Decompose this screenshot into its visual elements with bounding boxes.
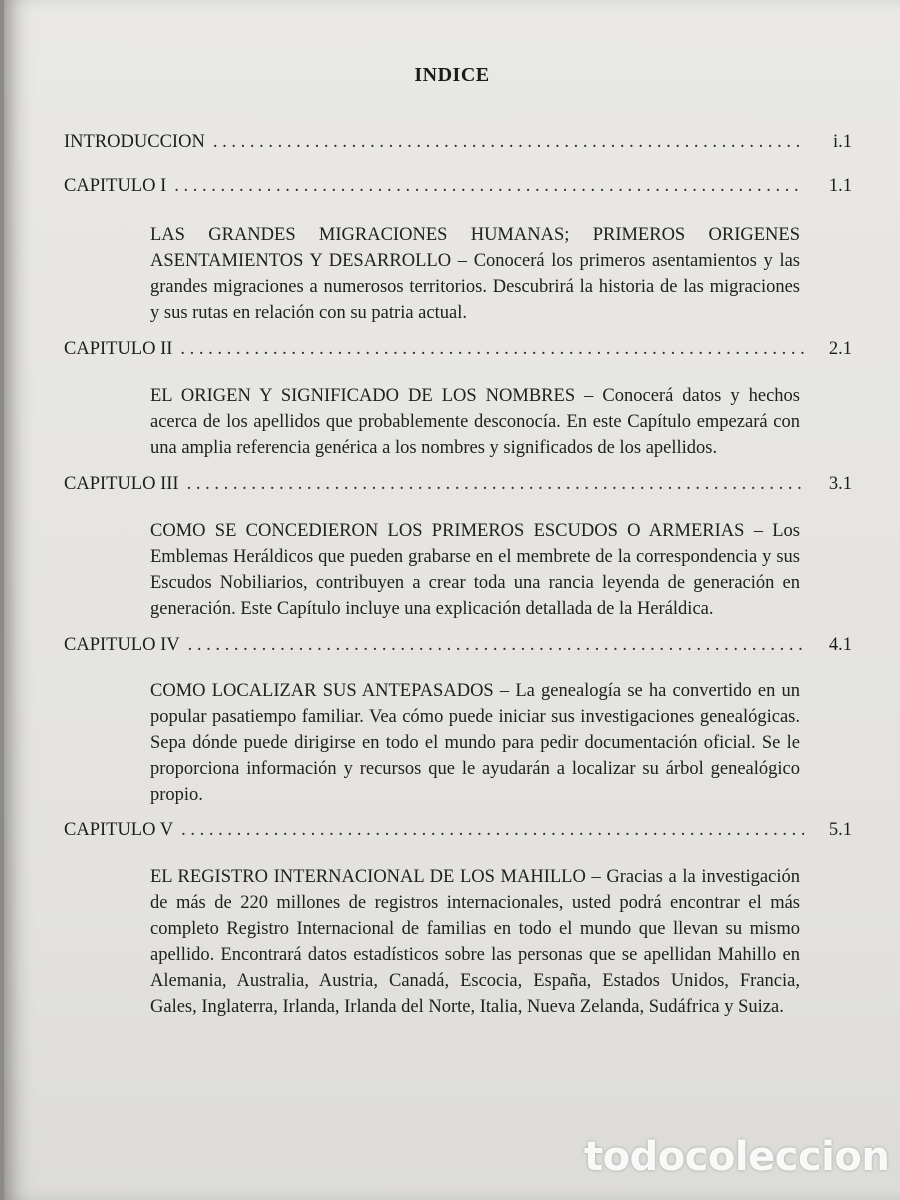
toc-entry-capitulo-4 — [64, 635, 856, 656]
toc-page-number: 3.1 — [828, 474, 852, 494]
toc-entry-capitulo-2 — [64, 339, 856, 360]
toc-entry-label: INTRODUCCION — [64, 132, 205, 152]
toc-page-number: 4.1 — [828, 635, 852, 655]
toc-entry-capitulo-1 — [64, 176, 856, 197]
toc-entry-label: CAPITULO III — [64, 474, 179, 494]
toc-entry-label: CAPITULO I — [64, 176, 167, 196]
page-title: INDICE — [414, 64, 490, 86]
watermark-logo: todocoleccion — [584, 1134, 890, 1180]
chapter-2-description: EL ORIGEN Y SIGNIFICADO DE LOS NOMBRES – Conocerá datos y hechos acerca de los apellidos que probablemente desconocía. En este Capítulo empezará con una amplia referencia genérica a los nombres y significados de los apellidos. — [150, 386, 800, 458]
leader-dots — [213, 132, 804, 153]
toc-entry-label: CAPITULO II — [64, 339, 173, 359]
toc-page-number: i.1 — [832, 132, 852, 152]
chapter-1-description: LAS GRANDES MIGRACIONES HUMANAS; PRIMEROS ORIGENES ASENTAMIENTOS Y DESARROLLO – Conocerá los primeros asentamientos y las grandes migraciones a numerosos territorios. Descubrirá la historia de las migraciones y sus rutas en relación con su patria actual. — [150, 225, 800, 323]
document-page — [4, 0, 900, 1200]
toc-page-number: 1.1 — [828, 176, 852, 196]
toc-page-number: 2.1 — [828, 339, 852, 359]
leader-dots — [181, 820, 804, 841]
chapter-5-description: EL REGISTRO INTERNACIONAL DE LOS MAHILLO – Gracias a la investigación de más de 220 millones de registros internacionales, usted podrá encontrar el más completo Registro Internacional de familias en todo el mundo que llevan su mismo apellido. Encontrará datos estadísticos sobre las personas que se apellidan Mahillo en Alemania, Australia, Austria, Canadá, Escocia, España, Estados Unidos, Francia, Gales, Inglaterra, Irlanda, Irlanda del Norte, Italia, Nueva Zelanda, Sudáfrica y Suiza. — [150, 867, 800, 1017]
leader-dots — [187, 474, 804, 495]
chapter-3-description: COMO SE CONCEDIERON LOS PRIMEROS ESCUDOS O ARMERIAS – Los Emblemas Heráldicos que pueden grabarse en el membrete de la correspondencia y sus Escudos Nobiliarios, contribuyen a crear toda una rancia leyenda de generación en generación. Este Capítulo incluye una explicación detallada de la Heráldica. — [150, 521, 800, 619]
toc-entry-capitulo-3 — [64, 474, 856, 495]
leader-dots — [174, 176, 804, 197]
chapter-4-description: COMO LOCALIZAR SUS ANTEPASADOS – La genealogía se ha convertido en un popular pasatiempo familiar. Vea cómo puede iniciar sus investigaciones genealógicas. Sepa dónde puede dirigirse en todo el mundo para pedir documentación oficial. Se le proporciona información y recursos que le ayudarán a localizar su árbol genealógico propio. — [150, 681, 800, 805]
toc-entry-label: CAPITULO V — [64, 820, 174, 840]
toc-entry-introduccion — [64, 132, 856, 153]
leader-dots — [180, 339, 804, 360]
leader-dots — [188, 635, 804, 656]
toc-entry-capitulo-5 — [64, 820, 856, 841]
toc-page-number: 5.1 — [828, 820, 852, 840]
toc-entry-label: CAPITULO IV — [64, 635, 180, 655]
